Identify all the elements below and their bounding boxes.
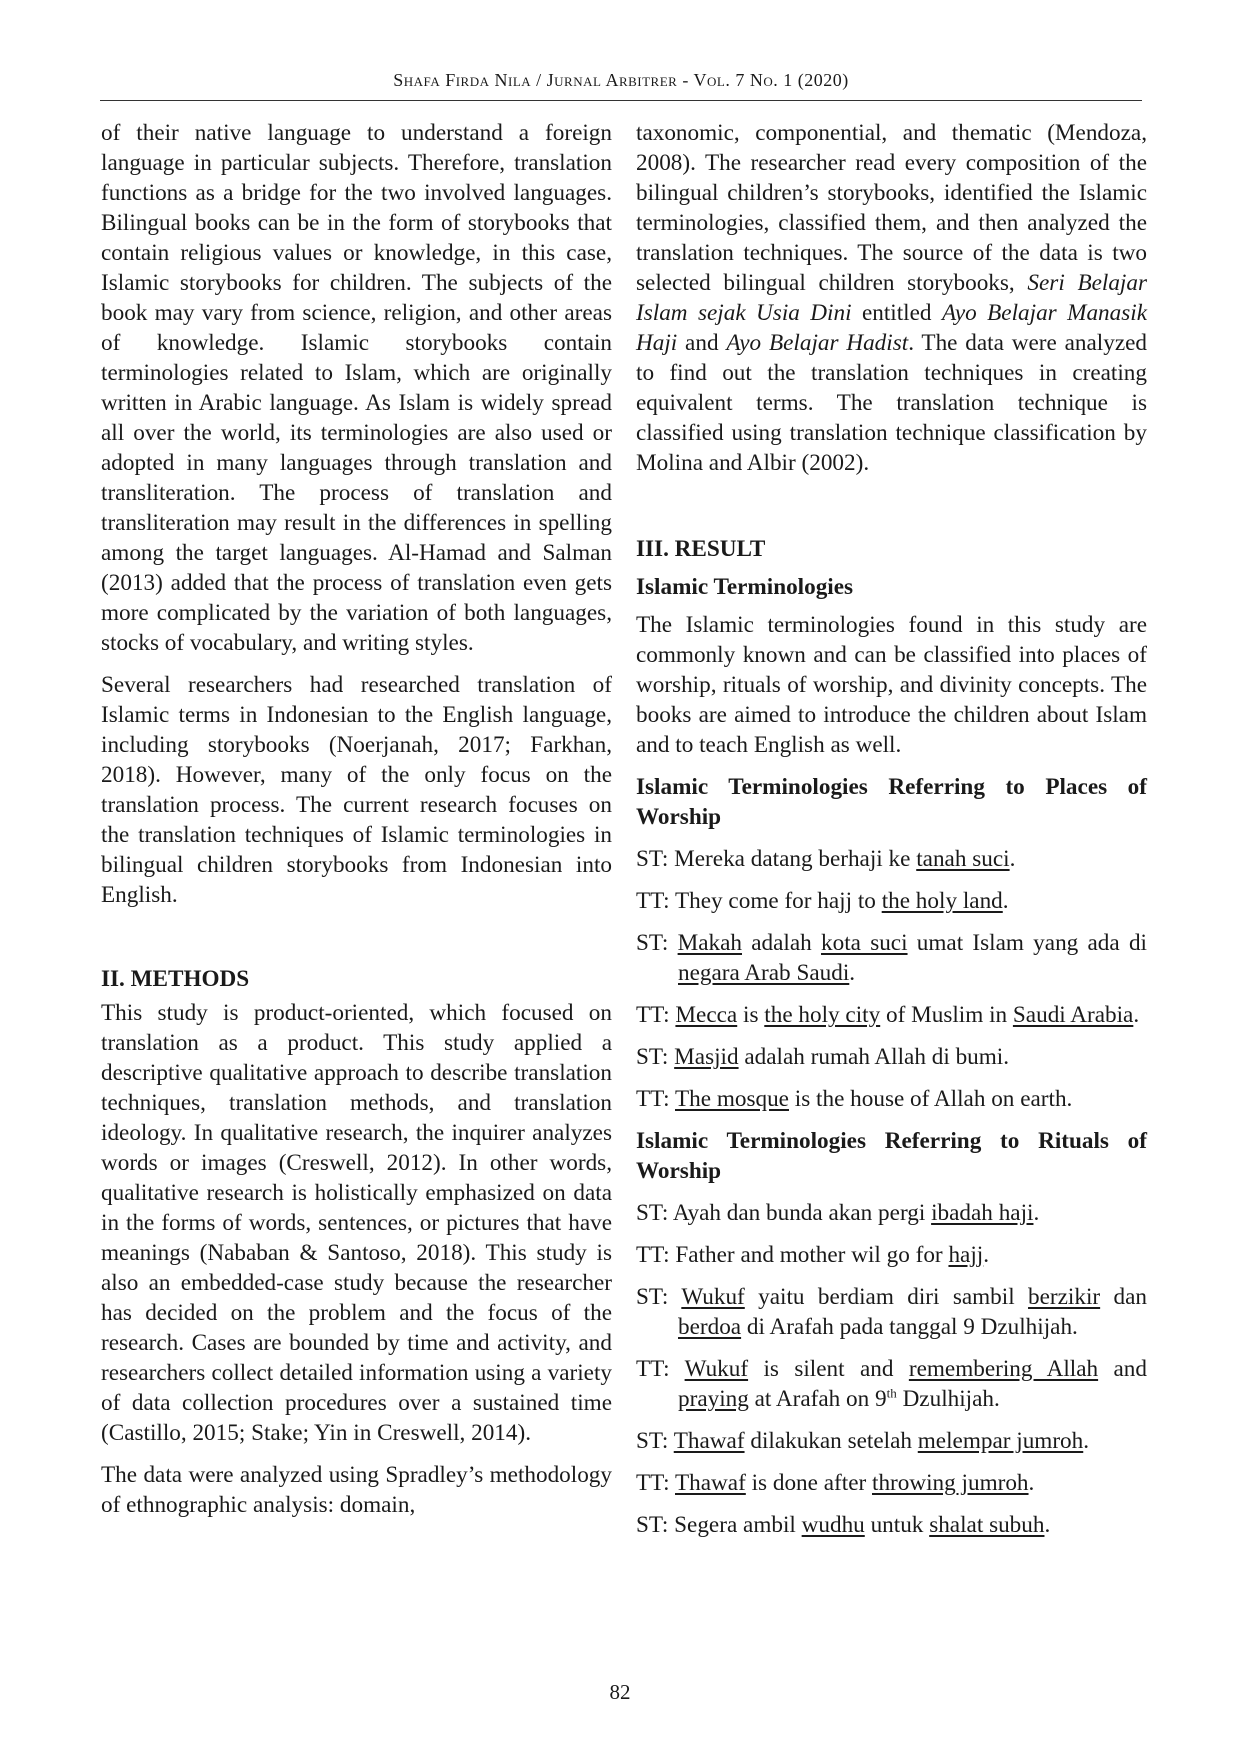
example-st: ST: Thawaf dilakukan setelah melempar jumroh. bbox=[636, 1428, 1090, 1454]
example-tt: TT: They come for hajj to the holy land. bbox=[636, 888, 1009, 914]
book-series-title: Seri Belajar Islam sejak Usia Dini bbox=[636, 270, 1147, 326]
example-tt: TT: Mecca is the holy city of Muslim in Saudi Arabia. bbox=[636, 1002, 1140, 1028]
book-title: Ayo Belajar Hadist bbox=[726, 330, 909, 356]
left-column bbox=[101, 118, 612, 1532]
example-tt: TT: Wukuf is silent and remembering Allah and praying at Arafah on 9th Dzulhijah. bbox=[636, 1356, 1147, 1412]
example-tt: TT: Thawaf is done after throwing jumroh. bbox=[636, 1470, 1035, 1496]
paragraph: The Islamic terminologies found in this study are commonly known and can be classified into places of worship, rituals of worship, and divinity concepts. The books are aimed to introduce the children about Islam and to teach English as well. bbox=[636, 612, 1147, 758]
example-st: ST: Mereka datang berhaji ke tanah suci. bbox=[636, 846, 1016, 872]
example-tt: TT: The mosque is the house of Allah on earth. bbox=[636, 1086, 1073, 1112]
subheading: Islamic Terminologies bbox=[636, 574, 854, 600]
header-rule bbox=[100, 100, 1142, 101]
page-number: 82 bbox=[609, 1680, 631, 1704]
paragraph: This study is product-oriented, which focused on translation as a product. This study applied a descriptive qualitative approach to describe translation techniques, translation methods, and translation ideology. In qualitative research, the inquirer analyzes words or images (Creswell, 2012). In other words, qualitative research is holistically emphasized on data in the forms of words, sentences, or pictures that have meanings (Nababan & Santoso, 2018). This study is also an embedded-case study because the researcher has decided on the problem and the focus of the research. Cases are bounded by time and activity, and researchers collect detailed information using a variety of data collection procedures over a sustained time (Castillo, 2015; Stake; Yin in Creswell, 2014). bbox=[101, 1000, 612, 1446]
example-tt: TT: Father and mother wil go for hajj. bbox=[636, 1242, 990, 1268]
paragraph: Several researchers had researched translation of Islamic terms in Indonesian to the English language, including storybooks (Noerjanah, 2017; Farkhan, 2018). However, many of the only focus on the translation process. The current research focuses on the translation techniques of Islamic terminologies in bilingual children storybooks from Indonesian into English. bbox=[101, 672, 612, 908]
paragraph: taxonomic, componential, and thematic (Mendoza, 2008). The researcher read every composition of the bilingual children’s storybooks, identified the Islamic terminologies, classified them, and then analyzed the translation techniques. The source of the data is two selected bilingual children storybooks, Seri Belajar Islam sejak Usia Dini entitled Ayo Belajar Manasik Haji and Ayo Belajar Hadist. The data were analyzed to find out the translation techniques in creating equivalent terms. The translation technique is classified using translation technique classification by Molina and Albir (2002). bbox=[636, 120, 1147, 476]
running-header: Shafa Firda Nila / Jurnal Arbitrer - Vol. 7 No. 1 (2020) bbox=[393, 70, 849, 90]
book-title: Ayo Belajar Manasik Haji bbox=[636, 300, 1147, 356]
subheading: Islamic Terminologies Referring to Rituals of Worship bbox=[636, 1128, 1147, 1184]
section-heading-methods: II. METHODS bbox=[101, 966, 250, 992]
paragraph: The data were analyzed using Spradley’s methodology of ethnographic analysis: domain, bbox=[101, 1462, 612, 1518]
paragraph: of their native language to understand a foreign language in particular subjects. Therefore, translation functions as a bridge for the two involved languages. Bilingual books can be in the form of storybooks that contain religious values or knowledge, in this case, Islamic storybooks for children. The subjects of the book may vary from science, religion, and other areas of knowledge. Islamic storybooks contain terminologies related to Islam, which are originally written in Arabic language. As Islam is widely spread all over the world, its terminologies are also used or adopted in many languages through translation and transliteration. The process of translation and transliteration may result in the differences in spelling among the target languages. Al-Hamad and Salman (2013) added that the process of translation even gets more complicated by the variation of both languages, stocks of vocabulary, and writing styles. bbox=[101, 120, 612, 656]
subheading: Islamic Terminologies Referring to Places of Worship bbox=[636, 774, 1147, 830]
example-st: ST: Wukuf yaitu berdiam diri sambil berzikir dan berdoa di Arafah pada tanggal 9 Dzulhijah. bbox=[636, 1284, 1147, 1340]
example-st: ST: Makah adalah kota suci umat Islam yang ada di negara Arab Saudi. bbox=[636, 930, 1147, 986]
right-column bbox=[636, 118, 1147, 1552]
example-st: ST: Ayah dan bunda akan pergi ibadah haji. bbox=[636, 1200, 1040, 1226]
section-heading-result: III. RESULT bbox=[636, 536, 766, 562]
example-st: ST: Masjid adalah rumah Allah di bumi. bbox=[636, 1044, 1010, 1070]
example-st: ST: Segera ambil wudhu untuk shalat subuh. bbox=[636, 1512, 1051, 1538]
